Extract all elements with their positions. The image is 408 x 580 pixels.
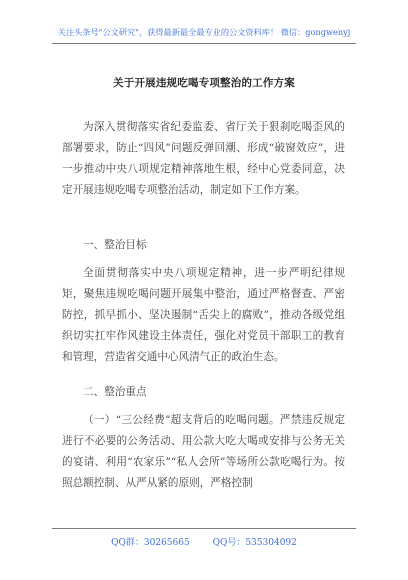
section-heading-goals: 一、整治目标	[83, 239, 147, 251]
footer-divider	[52, 528, 356, 529]
header-banner: 关注头条号"公文研究"，获得最新最全最专业的公文资料库！ 微信：gongwenyj	[57, 27, 351, 37]
focus-paragraph: （一）“三公经费”超支背后的吃喝问题。严禁违反规定进行不必要的公务活动、用公款大吃大喝或安排与公务无关的宴请、利用“农家乐”“私人会所”等场所公款吃喝行为。按照总额控制、从严从紧的原则，严格控制	[62, 414, 345, 489]
qq-group-text: QQ群：30265665	[111, 538, 190, 548]
goals-paragraph: 全面贯彻落实中央八项规定精神，进一步严明纪律规矩，聚焦违规吃喝问题开展集中整治，通过严格督查、严密防控，抓早抓小、坚决遏制“舌尖上的腐败”，推动各级党组织切实扛牢作风建设主体责任，强化对党员干部职工的教育和管理，营造省交通中心风清气正的政治生态。	[62, 267, 345, 363]
document-title: 关于开展违规吃喝专项整治的工作方案	[113, 77, 295, 89]
section-heading-focus: 二、整治重点	[83, 386, 147, 398]
intro-paragraph: 为深入贯彻落实省纪委监委、省厅关于狠刹吃喝歪风的部署要求，防止“四风”问题反弹回潮、形成“破窗效应”，进一步推动中央八项规定精神落地生根，经中心党委同意，决定开展违规吃喝专项整治活动，制定如下工作方案。	[62, 121, 345, 196]
footer	[0, 535, 408, 548]
header-divider	[52, 43, 356, 44]
qq-number-text: QQ号：535304092	[212, 538, 297, 548]
